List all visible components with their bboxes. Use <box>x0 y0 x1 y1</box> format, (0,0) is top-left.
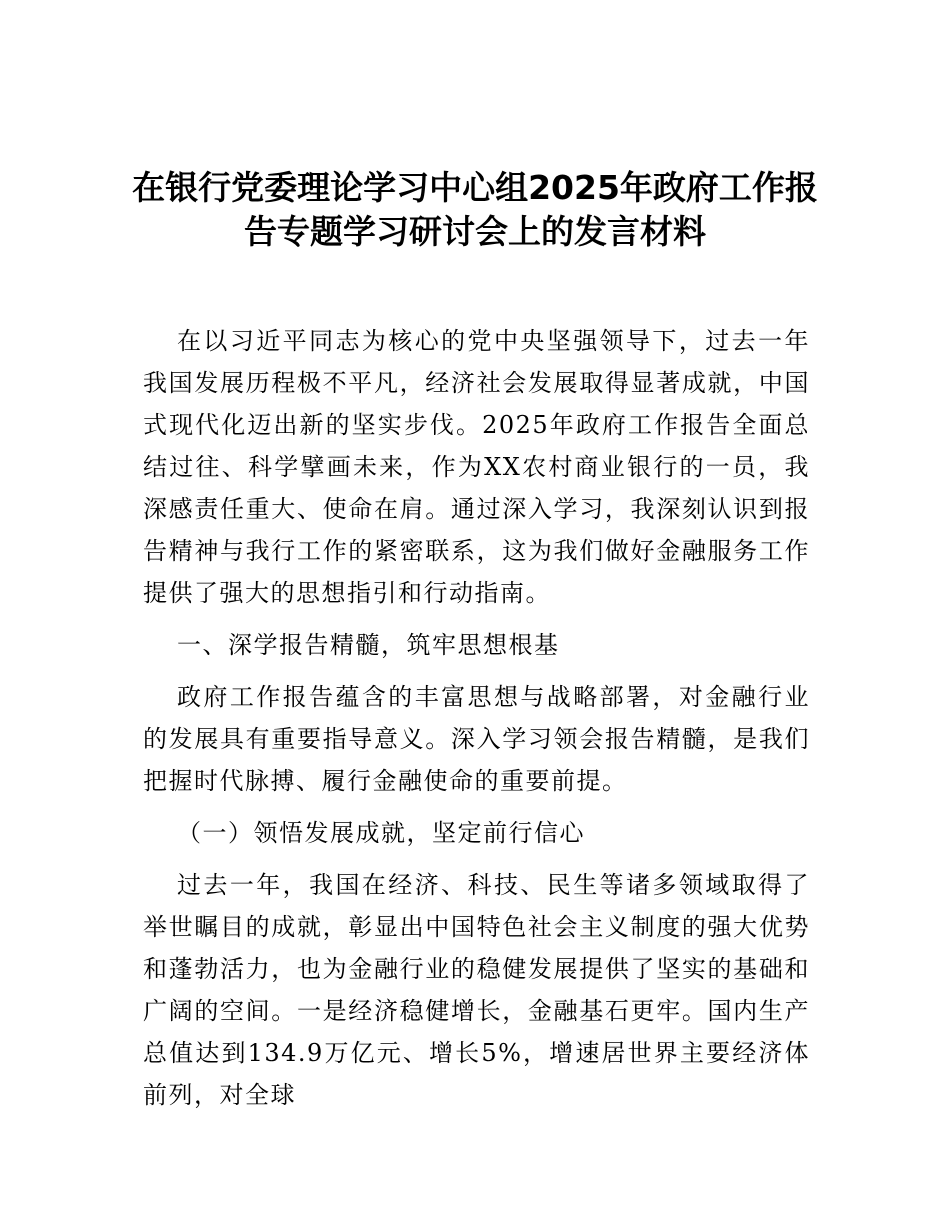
title-line-1: 在银行党委理论学习中心组2025年政府工作报 <box>132 168 818 207</box>
section-heading-1: 一、深学报告精髓，筑牢思想根基 <box>177 631 560 659</box>
section-1-paragraph: 政府工作报告蕴含的丰富思想与战略部署，对金融行业的发展具有重要指导意义。深入学习领会报告精髓，是我们把握时代脉搏、履行金融使命的重要前提。 <box>143 683 810 795</box>
title-line-2: 告专题学习研讨会上的发言材料 <box>244 212 706 251</box>
document-title <box>120 166 830 254</box>
subsection-heading-1: （一）领悟发展成就，坚定前行信心 <box>177 819 585 847</box>
subsection-1-paragraph: 过去一年，我国在经济、科技、民生等诸多领域取得了举世瞩目的成就，彰显出中国特色社会主义制度的强大优势和蓬勃活力，也为金融行业的稳健发展提供了坚实的基础和广阔的空间。一是经济稳健增长，金融基石更牢。国内生产总值达到134.9万亿元、增长5%，增速居世界主要经济体前列，对全球 <box>143 871 810 1109</box>
intro-paragraph: 在以习近平同志为核心的党中央坚强领导下，过去一年我国发展历程极不平凡，经济社会发展取得显著成就，中国式现代化迈出新的坚实步伐。2025年政府工作报告全面总结过往、科学擘画未来，作为XX农村商业银行的一员，我深感责任重大、使命在肩。通过深入学习，我深刻认识到报告精神与我行工作的紧密联系，这为我们做好金融服务工作提供了强大的思想指引和行动指南。 <box>143 327 810 607</box>
document-body <box>143 320 810 1126</box>
